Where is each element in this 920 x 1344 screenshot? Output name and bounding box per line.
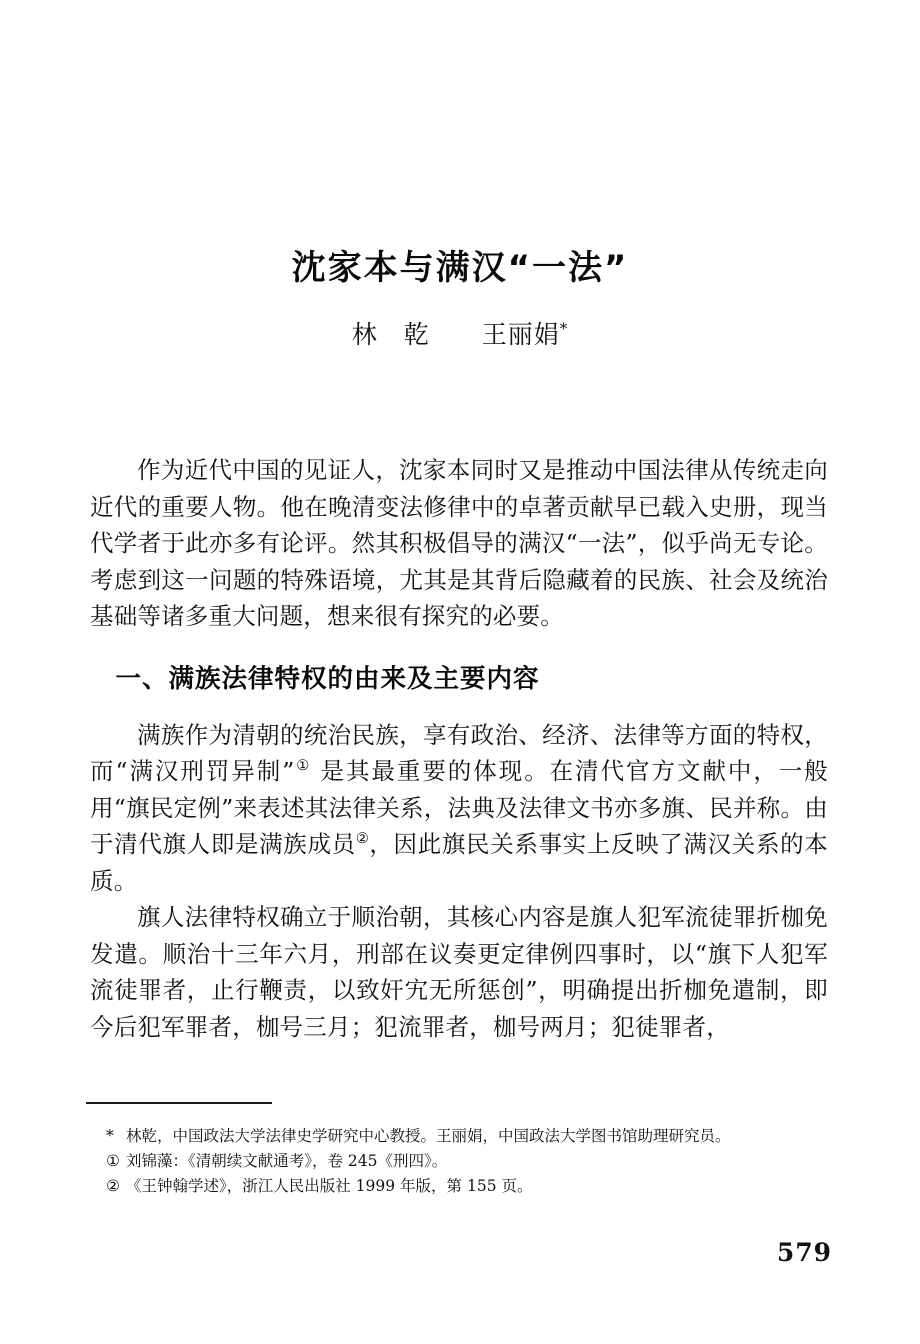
paragraph-segment-b: 是其最重要的体现。在清代官方文献中，一般用“旗民定例”来表述其法律关系，法典及法律文书亦多旗、民并称。由于清代旗人即是满族成员 bbox=[90, 757, 829, 858]
page-number: 579 bbox=[776, 1238, 832, 1267]
section-heading-one: 一、满族法律特权的由来及主要内容 bbox=[115, 663, 540, 694]
footnote-text-1: 刘锦藻：《清朝续文献通考》，卷 245《刑四》。 bbox=[126, 1152, 448, 1170]
footnote-marker-2: ② bbox=[106, 1177, 120, 1195]
title-block bbox=[0, 248, 920, 351]
author-byline bbox=[0, 315, 920, 351]
paragraph-banner-people-law: 旗人法律特权确立于顺治朝，其核心内容是旗人犯军流徒罪折枷免发遣。顺治十三年六月，刑部在议奏更定律例四事时，以“旗下人犯军流徒罪者，止行鞭责，以致奸宄无所惩创”，明确提出折枷免遣制，即今后犯军罪者，枷号三月；犯流罪者，枷号两月；犯徒罪者， bbox=[90, 903, 828, 1041]
author-name-primary: 林 乾 bbox=[351, 319, 430, 349]
paragraph-manchu-privilege bbox=[90, 717, 828, 900]
footnote-ref-1[interactable]: ① bbox=[294, 757, 312, 775]
footnote-item-star bbox=[90, 1124, 850, 1149]
footnote-text-2: 《王钟翰学述》，浙江人民出版社 1999 年版，第 155 页。 bbox=[126, 1177, 533, 1195]
body-column bbox=[90, 452, 828, 1045]
footnote-separator-rule bbox=[86, 1102, 272, 1104]
page-title: 沈家本与满汉“一法” bbox=[291, 248, 629, 288]
footnote-ref-2[interactable]: ② bbox=[355, 830, 370, 848]
footnote-item-1 bbox=[90, 1149, 850, 1174]
paragraph-intro: 作为近代中国的见证人，沈家本同时又是推动中国法律从传统走向近代的重要人物。他在晚清变法修律中的卓著贡献早已载入史册，现当代学者于此亦多有论评。然其积极倡导的满汉“一法”，似乎尚无专论。考虑到这一问题的特殊语境，尤其是其背后隐藏着的民族、社会及统治基础等诸多重大问题，想来很有探究的必要。 bbox=[90, 456, 828, 630]
footnote-text-star: 林乾，中国政法大学法律史学研究中心教授。王丽娟，中国政法大学图书馆助理研究员。 bbox=[126, 1127, 731, 1145]
footnote-item-2 bbox=[90, 1174, 850, 1199]
footnote-block bbox=[90, 1124, 850, 1199]
footnote-marker-star: * bbox=[106, 1127, 114, 1145]
footnote-marker-1: ① bbox=[106, 1152, 120, 1170]
paragraph-segment-a: 满族作为清朝的统治民族，享有政治、经济、法律等方面的特权，而“满汉刑罚异制” bbox=[90, 720, 828, 785]
paragraph-segment-c: ，因此旗民关系事实上反映了满汉关系的本质。 bbox=[90, 830, 828, 895]
author-name-secondary: 王丽娟 bbox=[481, 319, 560, 349]
author-footnote-marker: * bbox=[559, 319, 569, 338]
